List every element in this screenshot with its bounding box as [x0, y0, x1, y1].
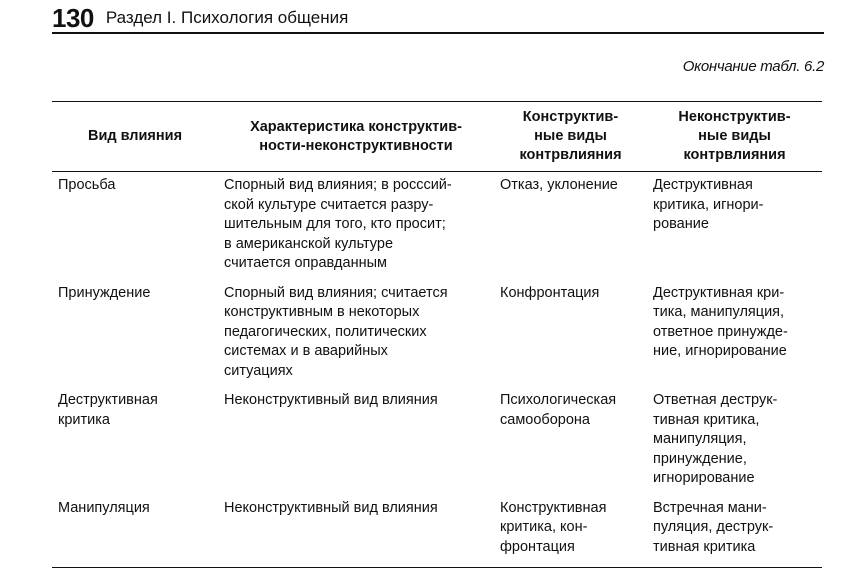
cell-influence-type: Просьба — [58, 177, 116, 193]
cell-constructive: Конфронтация — [500, 284, 600, 301]
cell-nonconstructive: Деструктивная кри- тика, манипуляция, ответное принужде- ние, игнорирование — [653, 284, 788, 359]
cell-constructive: Отказ, уклонение — [500, 177, 618, 193]
column-header-influence-type: Вид влияния — [52, 102, 218, 172]
column-header-characteristic: Характеристика конструктив- ности-неконструктивности — [218, 102, 494, 172]
cell-nonconstructive: Деструктивная критика, игнори- рование — [653, 177, 764, 232]
column-header-constructive: Конструктив- ные виды контрвлияния — [494, 102, 647, 172]
running-header — [52, 2, 824, 34]
cell-constructive: Конструктивная критика, кон- фронтация — [494, 495, 647, 568]
cell-characteristic: Спорный вид влияния; считается конструктивным в некоторых педагогических, политических системах и в аварийных ситуациях — [224, 284, 448, 379]
table-row — [52, 387, 822, 495]
table-row — [52, 280, 822, 388]
cell-constructive: Психологическая самооборона — [500, 392, 617, 428]
influence-table — [52, 101, 822, 568]
cell-characteristic: Спорный вид влияния; в росссий- ской культуре считается разру- шительным для того, кто просит; в американской культуре считается оправданным — [224, 177, 452, 271]
cell-nonconstructive: Встречная мани- пуляция, деструк- тивная критика — [647, 495, 822, 568]
section-title: Раздел I. Психология общения — [105, 8, 349, 27]
table-header — [52, 102, 822, 172]
cell-characteristic: Неконструктивный вид влияния — [224, 392, 438, 408]
cell-nonconstructive: Ответная деструк- тивная критика, манипуляция, принуждение, игнорирование — [653, 392, 778, 486]
column-header-nonconstructive: Неконструктив- ные виды контрвлияния — [647, 102, 822, 172]
cell-influence-type: Манипуляция — [52, 495, 218, 568]
table-row — [52, 172, 822, 280]
header-row — [52, 102, 822, 172]
table-caption: Окончание табл. 6.2 — [682, 58, 824, 75]
page-number: 130 — [52, 3, 94, 33]
cell-influence-type: Принуждение — [58, 284, 151, 301]
table-body — [52, 172, 822, 568]
cell-influence-type: Деструктивная критика — [58, 392, 158, 428]
cell-characteristic: Неконструктивный вид влияния — [218, 495, 494, 568]
table-row — [52, 495, 822, 568]
